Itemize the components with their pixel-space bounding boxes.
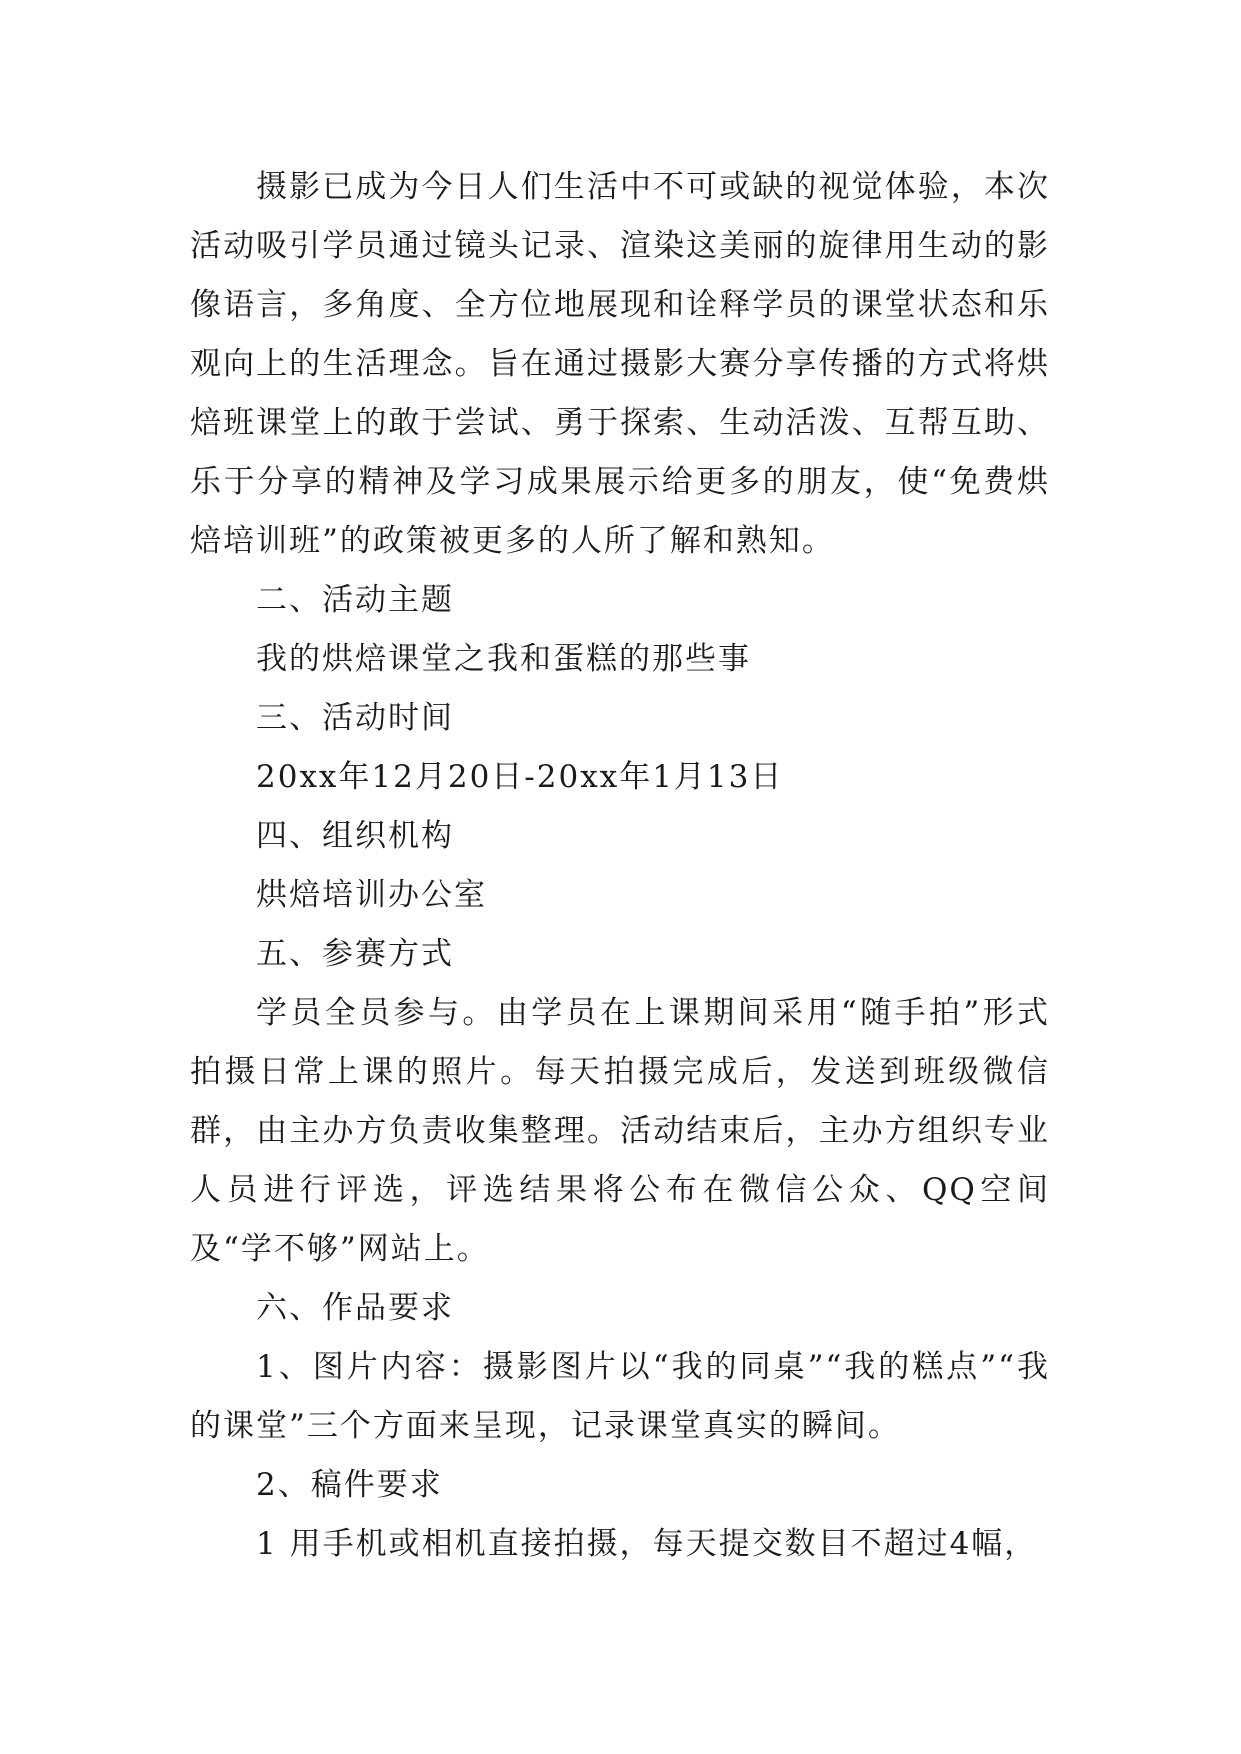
requirement-item-submission: 2、稿件要求	[256, 1467, 443, 1503]
requirement-item-content: 1、图片内容：摄影图片以“我的同桌”“我的糕点”“我的课堂”三个方面来呈现，记录课堂真实的瞬间。	[190, 1349, 1050, 1444]
submission-rule-1: 1 用手机或相机直接拍摄，每天提交数目不超过4幅，	[256, 1526, 1038, 1562]
intro-paragraph: 摄影已成为今日人们生活中不可或缺的视觉体验，本次活动吸引学员通过镜头记录、渲染这美丽的旋律用生动的影像语言，多角度、全方位地展现和诠释学员的课堂状态和乐观向上的生活理念。旨在通过摄影大赛分享传播的方式将烘焙班课堂上的敢于尝试、勇于探索、生动活泼、互帮互助、乐于分享的精神及学习成果展示给更多的朋友，使“免费烘焙培训班”的政策被更多的人所了解和熟知。	[190, 169, 1050, 559]
time-text: 20xx年12月20日-20xx年1月13日	[256, 759, 784, 795]
participation-text: 学员全员参与。由学员在上课期间采用“随手拍”形式拍摄日常上课的照片。每天拍摄完成后，发送到班级微信群，由主办方负责收集整理。活动结束后，主办方组织专业人员进行评选，评选结果将公布在微信公众、QQ空间及“学不够”网站上。	[190, 995, 1050, 1267]
section-heading-organizer: 四、组织机构	[256, 818, 454, 854]
organizer-text: 烘焙培训办公室	[256, 877, 487, 913]
document-body	[190, 158, 1050, 1574]
theme-text: 我的烘焙课堂之我和蛋糕的那些事	[256, 641, 751, 677]
section-heading-participation: 五、参赛方式	[256, 936, 454, 972]
section-heading-theme: 二、活动主题	[256, 582, 454, 618]
section-heading-time: 三、活动时间	[256, 700, 454, 736]
section-heading-requirements: 六、作品要求	[256, 1290, 454, 1326]
